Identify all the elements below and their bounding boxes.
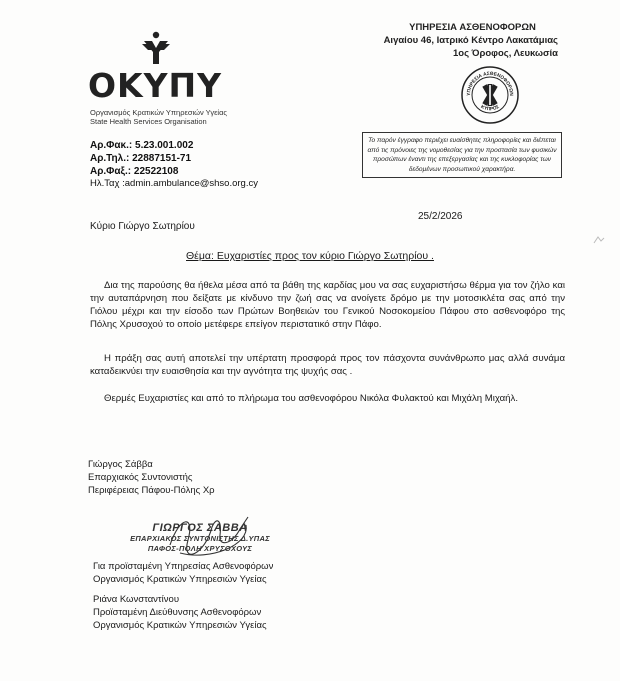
logo-word: ΟΚΥΠΥ — [88, 66, 223, 105]
on-behalf-line-1: Για προϊσταμένη Υπηρεσίας Ασθενοφόρων — [93, 561, 274, 572]
file-number: Αρ.Φακ.: 5.23.001.002 — [90, 140, 194, 151]
footer-signatory-name: Ριάνα Κωνσταντίνου — [93, 594, 180, 605]
service-title: ΥΠΗΡΕΣΙΑ ΑΣΘΕΝΟΦΟΡΩΝ — [409, 22, 536, 33]
subject-line — [0, 250, 620, 262]
seal-text-bottom: ΚΥΠΡΟΣ — [479, 104, 501, 113]
logo-subtitle-greek: Οργανισμός Κρατικών Υπηρεσιών Υγείας — [90, 108, 228, 117]
subject-text: Θέμα: Ευχαριστίες προς τον κύριο Γιώργο Σωτηρίου . — [186, 250, 434, 262]
signatory-role: Επαρχιακός Συντονιστής — [88, 472, 193, 483]
signatory-name: Γιώργος Σάββα — [88, 459, 153, 470]
scan-mark-icon — [592, 235, 606, 245]
official-stamp — [100, 522, 300, 554]
body-paragraph-1: Δια της παρούσης θα ήθελα μέσα από τα βάθη της καρδίας μου να σας ευχαριστήσω θέρμα για τον ζήλο και την αυταπάρνηση που δείξατε με κίνδυνο την ζωή σας να ανοίγετε δρόμο με την μοτοσικλέτα σας από την Γιόλου μέχρι και την είσοδο των Πρώτων Βοηθειών του Γενικού Νοσοκομείου Πάφου στο ασθενοφόρο της Πόλης Χρυσοχού το οποίο μετέφερε επείγον περιστατικό στην Πάφο. — [90, 280, 565, 330]
logo-subtitle-english: State Health Services Organisation — [90, 117, 207, 126]
recipient: Κύριο Γιώργο Σωτηρίου — [90, 221, 195, 232]
stamp-location: ΠΑΦΟΣ-ΠΟΛΗ ΧΡΥΣΟΧΟΥΣ — [147, 544, 253, 553]
seal-text-top: ΥΠΗΡΕΣΙΑ ΑΣΘΕΝΟΦΟΡΩΝ — [466, 71, 514, 96]
address-line-1: Αιγαίου 46, Ιατρικό Κέντρο Λακατάμιας — [383, 35, 558, 46]
footer-signatory-role: Προϊσταμένη Διεύθυνσης Ασθενοφόρων — [93, 607, 262, 618]
signatory-region: Περιφέρειας Πάφου-Πόλης Χρ — [88, 485, 215, 496]
address-line-2: 1ος Όροφος, Λευκωσία — [452, 48, 558, 59]
okypy-emblem-icon — [138, 30, 174, 66]
footer-signatory-org: Οργανισμός Κρατικών Υπηρεσιών Υγείας — [93, 620, 267, 631]
stamp-title: ΕΠΑΡΧΙΑΚΟΣ ΣΥΝΤΟΝΙΣΤΗΣ Δ.ΥΠΑΣ — [130, 534, 270, 543]
on-behalf-line-2: Οργανισμός Κρατικών Υπηρεσιών Υγείας — [93, 574, 267, 585]
body-paragraph-2: Η πράξη σας αυτή αποτελεί την υπέρτατη προσφορά προς τον πάσχοντα συνάνθρωπο μας αλλά συνάμα καταδεικνύει την ευαισθησία και την αγνότητα της ψυχής σας . — [90, 353, 565, 377]
stamp-name: ΓΙΩΡΓΟΣ ΣΑΒΒΑ — [152, 522, 248, 534]
data-protection-notice: Το παρόν έγγραφο περιέχει ευαίσθητες πληροφορίες και διέπεται από τις πρόνοιες της νομοθεσίας για την προστασία των φυσικών προσώπων έναντι της επεξεργασίας και της κυκλοφορίας των δεδομένων προσωπικού χαρακτήρα. — [362, 132, 562, 178]
body-paragraph-3: Θερμές Ευχαριστίες και από το πλήρωμα του ασθενοφόρου Νικόλα Φυλακτού και Μιχάλη Μιχαήλ. — [104, 393, 518, 404]
ambulance-service-seal-icon — [460, 65, 520, 125]
phone-number: Αρ.Τηλ.: 22887151-71 — [90, 153, 192, 164]
fax-number: Αρ.Φαξ.: 22522108 — [90, 166, 179, 177]
letter-date: 25/2/2026 — [418, 211, 463, 222]
email-address: Ηλ.Ταχ :admin.ambulance@shso.org.cy — [90, 178, 258, 189]
